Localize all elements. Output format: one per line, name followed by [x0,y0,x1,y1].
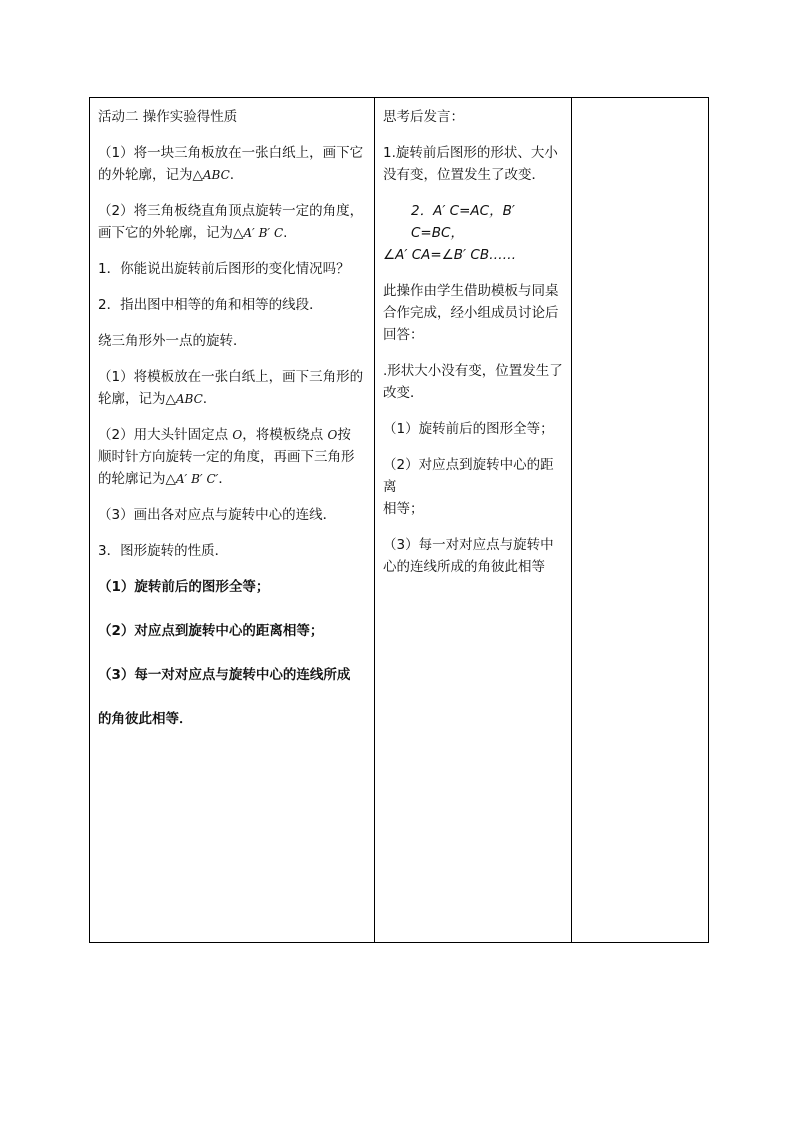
response-title: 思考后发言： [383,109,464,125]
question-2: 2．指出图中相等的角和相等的线段． [98,297,323,313]
result-4-line-2: 心的连线所成的角彼此相等 [383,559,545,575]
sub-step-2-line-1: （2）用大头针固定点 O，将模板绕点 O按 [98,427,351,443]
lesson-table [89,97,709,943]
activity-title: 活动二 操作实验得性质 [98,109,238,125]
student-response-cell [375,98,572,943]
step-1-line-2: 的外轮廓，记为△ABC. [98,167,235,183]
sub-step-1-line-2: 轮廓，记为△ABC. [98,391,208,407]
outer-point-heading: 绕三角形外一点的旋转． [98,333,247,349]
question-3: 3．图形旋转的性质． [98,543,229,559]
result-2: （1）旋转前后的图形全等； [383,421,554,437]
answer-1-line-1: 1.旋转前后图形的形状、大小 [383,145,558,161]
sub-step-1-line-1: （1）将模板放在一张白纸上，画下三角形的 [98,369,364,385]
activity-cell [90,98,375,943]
result-1-line-1: .形状大小没有变，位置发生了 [383,363,563,379]
property-2: （2）对应点到旋转中心的距离相等； [98,623,324,639]
result-1-line-2: 改变． [383,385,424,401]
step-1-line-1: （1）将一块三角板放在一张白纸上，画下它 [98,145,364,161]
property-1: （1）旋转前后的图形全等； [98,579,270,595]
note-line-2: 合作完成，经小组成员讨论后 [383,305,559,321]
property-3-line-2: 的角彼此相等． [98,711,193,727]
sub-step-2-line-3: 的轮廓记为△A′ B′ C′． [98,471,232,487]
note-line-3: 回答： [383,327,424,343]
result-3-line-1: （2）对应点到旋转中心的距离 [383,457,554,495]
note-line-1: 此操作由学生借助模板与同桌 [383,283,559,299]
question-1: 1．你能说出旋转前后图形的变化情况吗？ [98,261,350,277]
empty-column-cell [572,98,709,943]
answer-2-line-1: 2．A′ C=AC，B′ C=BC， [411,203,515,241]
result-4-line-1: （3）每一对对应点与旋转中 [383,537,554,553]
sub-step-3: （3）画出各对应点与旋转中心的连线． [98,507,337,523]
answer-2-line-2: ∠A′ CA=∠B′ CB…… [383,247,517,263]
result-3-line-2: 相等； [383,501,424,517]
step-2-line-1: （2）将三角板绕直角顶点旋转一定的角度， [98,203,364,219]
sub-step-2-line-2: 顺时针方向旋转一定的角度，再画下三角形 [98,449,355,465]
property-3-line-1: （3）每一对对应点与旋转中心的连线所成 [98,667,351,683]
step-2-line-2: 画下它的外轮廓，记为△A′ B′ C. [98,225,288,241]
answer-1-line-2: 没有变，位置发生了改变． [383,167,545,183]
